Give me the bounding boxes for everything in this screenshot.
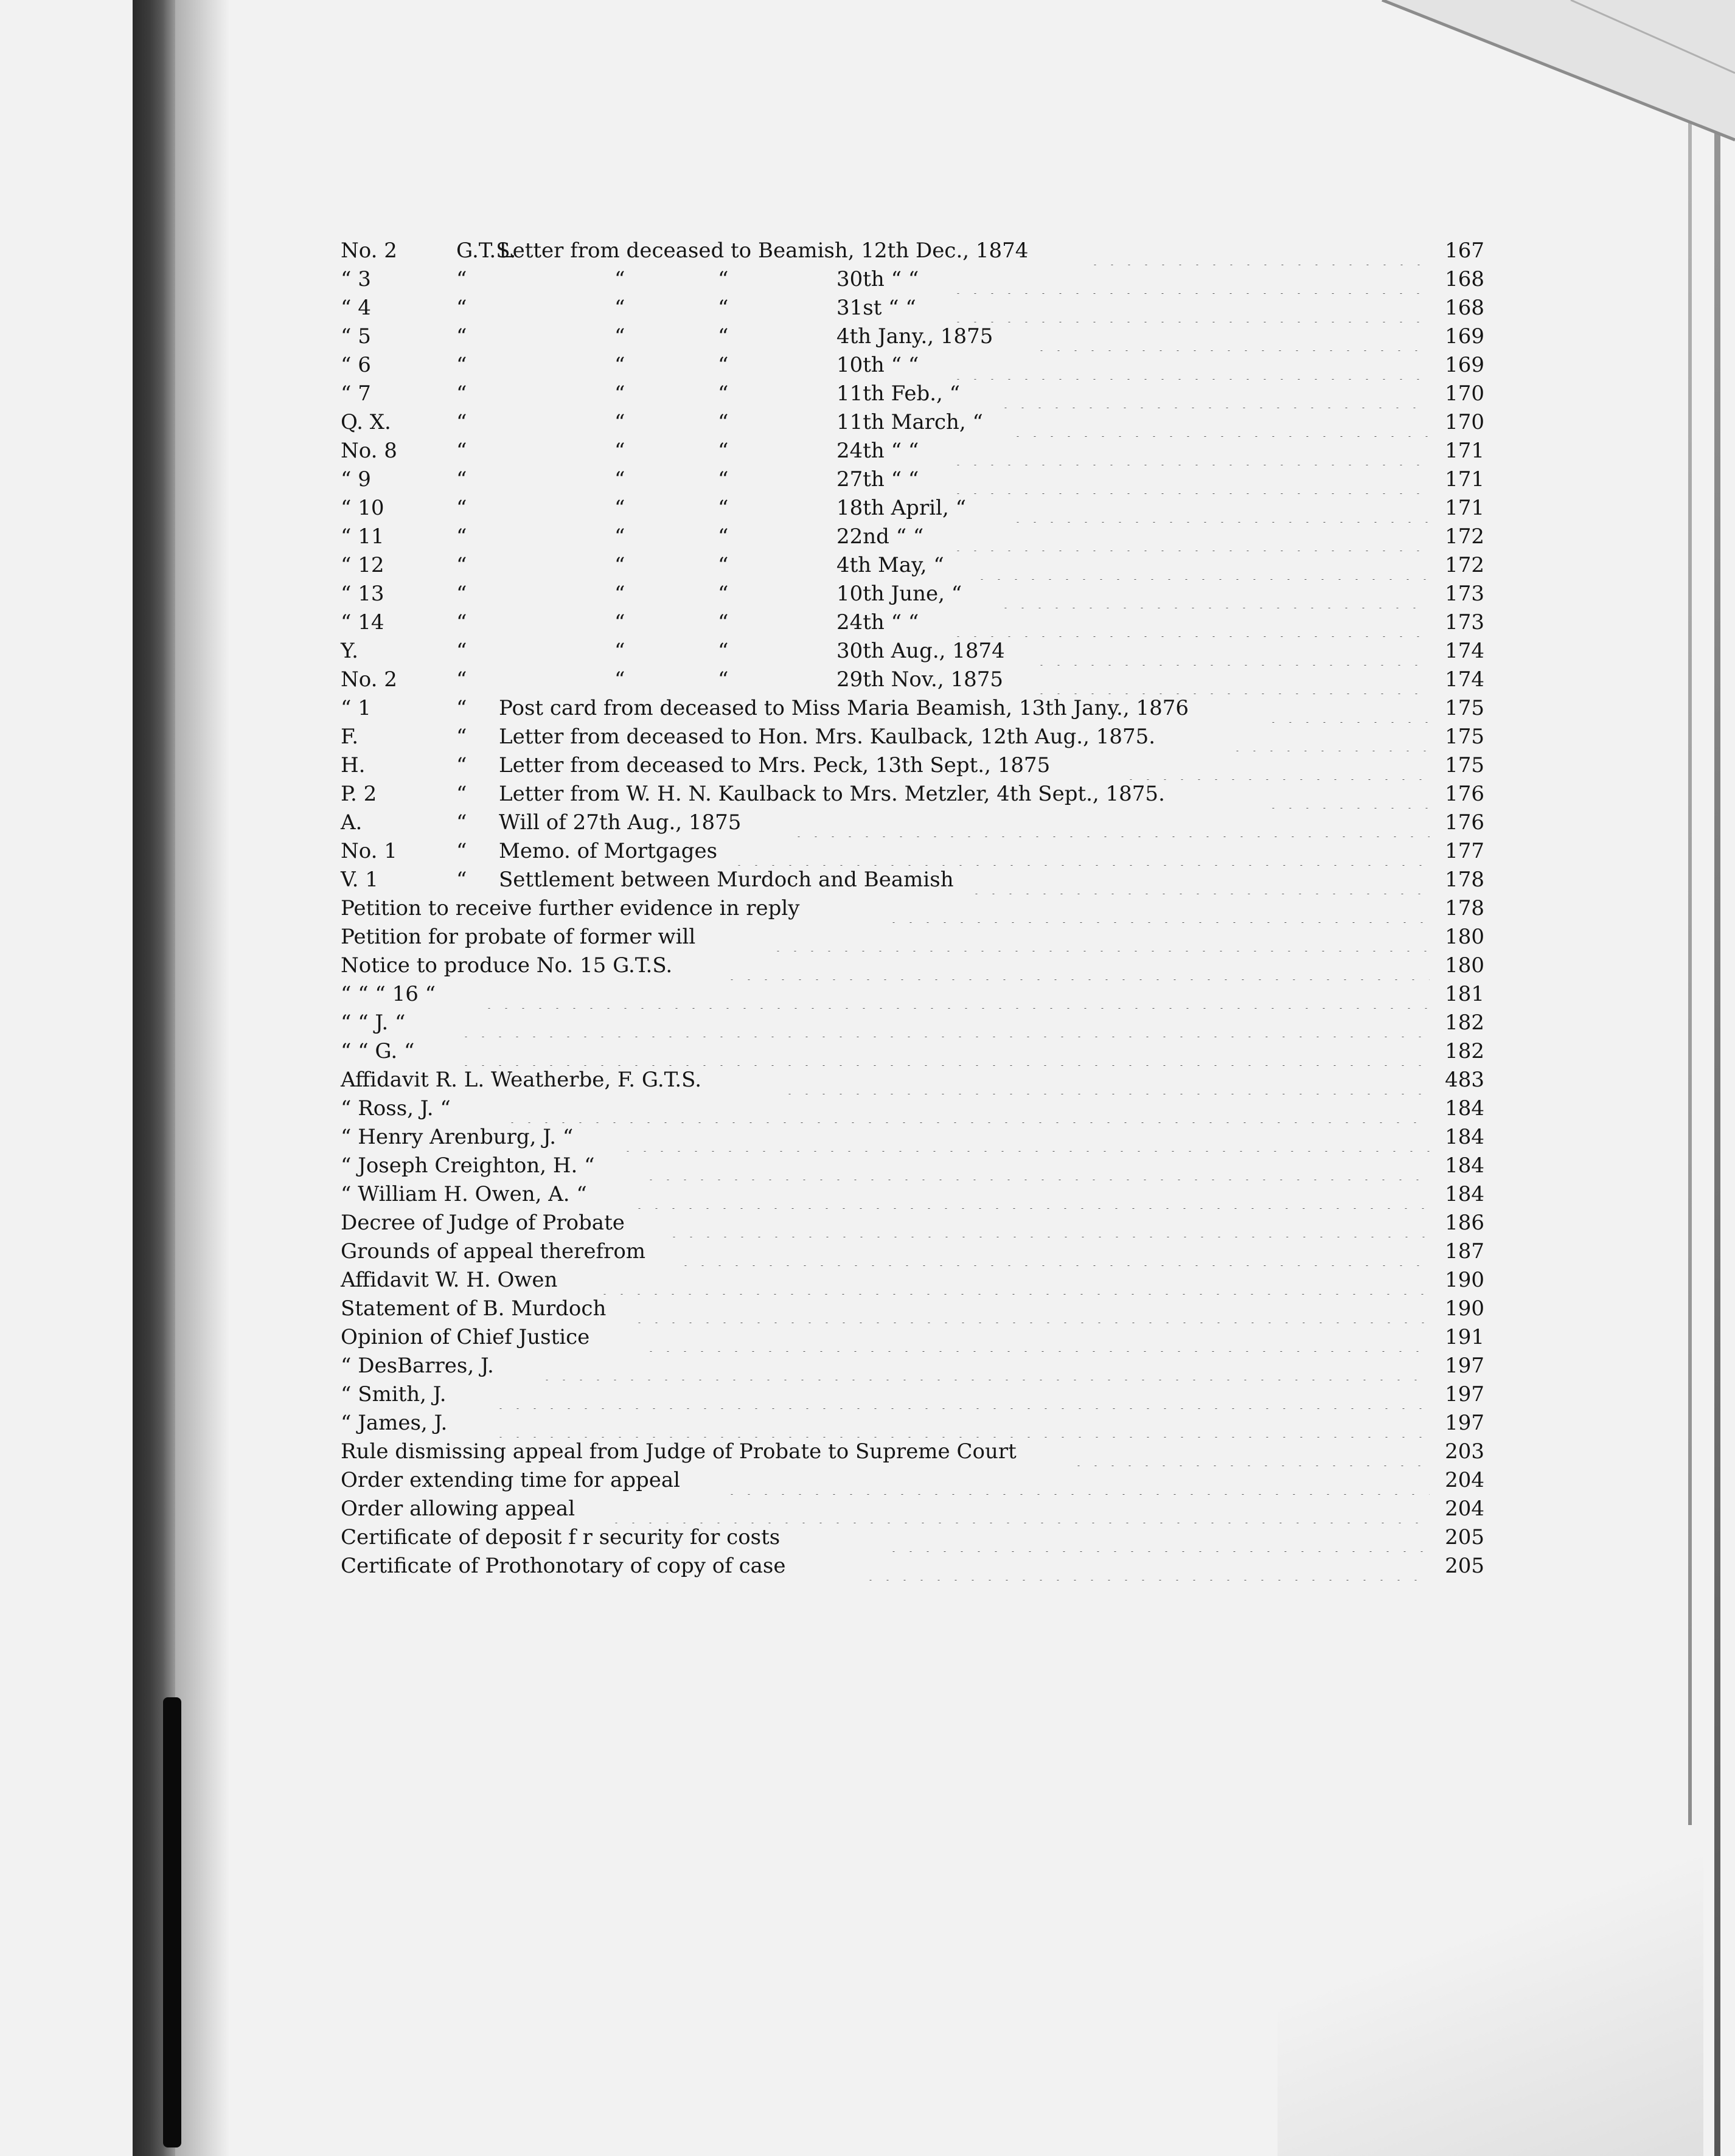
entry-description: Letter from W. H. N. Kaulback to Mrs. Metzler, 4th Sept., 1875. [499,782,1165,806]
leader-dots [666,1208,1430,1237]
index-row [341,636,1484,666]
ditto-mark: “ [718,410,729,434]
ditto-mark: “ [614,353,625,377]
index-row [341,408,1484,437]
ditto-mark: “ [718,496,729,520]
exhibit-label: “ 6 [341,353,371,377]
exhibit-label: “ 14 [341,610,384,635]
index-row [341,865,1484,894]
entry-title: Certificate of Prothonotary of copy of case [341,1554,786,1578]
ditto-mark: “ [614,324,625,349]
entry-description: Will of 27th Aug., 1875 [499,810,742,835]
index-row [341,1237,1484,1266]
index-row [341,350,1484,380]
index-row [341,1180,1484,1209]
entry-title: “ Henry Arenburg, J. “ [341,1125,574,1149]
entry-date: 30th “ “ [836,267,919,291]
entry-title: “ “ J. “ [341,1010,406,1035]
ditto-mark: “ [718,553,729,577]
page-number: 172 [1445,553,1484,577]
page-number: 181 [1445,982,1484,1006]
ditto-mark: “ [614,267,625,291]
index-row [341,665,1484,694]
page-number: 184 [1445,1182,1484,1206]
page-number: 197 [1445,1354,1484,1378]
ditto-mark: “ [718,439,729,463]
page-number: 184 [1445,1125,1484,1149]
page-number: 171 [1445,496,1484,520]
leader-dots [973,551,1430,580]
entry-title: Order allowing appeal [341,1497,575,1521]
exhibit-label: “ 13 [341,582,384,606]
entry-date: 30th Aug., 1874 [836,639,1005,663]
entry-title: “ James, J. [341,1411,448,1435]
entry-date: 11th Feb., “ [836,381,961,406]
leader-dots [1229,722,1430,751]
page-number: 205 [1445,1525,1484,1549]
page-edge-mark [163,1697,181,2147]
page-number: 173 [1445,610,1484,635]
index-row [341,493,1484,523]
leader-dots [642,1323,1430,1352]
leader-dots [1265,779,1430,809]
leader-dots [457,1008,1430,1037]
ditto-mark: “ [718,467,729,492]
exhibit-label: No. 2 [341,667,397,692]
ditto-mark: “ [718,267,729,291]
exhibit-marker: “ [456,467,467,492]
exhibit-label: No. 2 [341,238,397,263]
leader-dots [1087,236,1430,265]
exhibit-marker: “ [456,410,467,434]
entry-title: Grounds of appeal therefrom [341,1239,646,1264]
exhibit-marker: “ [456,753,467,777]
index-row [341,751,1484,780]
exhibit-marker: “ [456,725,467,749]
index-row [341,1208,1484,1237]
index-row [341,465,1484,494]
ditto-mark: “ [718,324,729,349]
leader-dots [885,894,1430,923]
leader-dots [457,1037,1430,1066]
index-row [341,322,1484,351]
page-number: 182 [1445,1010,1484,1035]
page-number: 182 [1445,1039,1484,1063]
index-row [341,808,1484,837]
exhibit-marker: “ [456,553,467,577]
index-row [341,1094,1484,1123]
entry-title: “ William H. Owen, A. “ [341,1182,587,1206]
ditto-mark: “ [614,296,625,320]
exhibit-marker: “ [456,439,467,463]
index-row [341,265,1484,294]
index-row [341,922,1484,951]
index-row [341,951,1484,980]
leader-dots [950,350,1430,380]
leader-dots [538,1351,1430,1380]
corner-fold [1358,0,1735,158]
page-number: 175 [1445,725,1484,749]
index-row [341,1437,1484,1466]
index-row [341,1380,1484,1409]
page-number: 168 [1445,296,1484,320]
exhibit-label: “ 10 [341,496,384,520]
exhibit-marker: “ [456,582,467,606]
entry-title: Rule dismissing appeal from Judge of Probate to Supreme Court [341,1439,1017,1464]
index-row [341,551,1484,580]
leader-dots [997,579,1430,608]
entry-title: Opinion of Chief Justice [341,1325,590,1349]
ditto-mark: “ [614,524,625,549]
index-row [341,1065,1484,1094]
ditto-mark: “ [718,667,729,692]
exhibit-marker: “ [456,524,467,549]
page-number: 169 [1445,353,1484,377]
index-row [341,1122,1484,1152]
index-row [341,1294,1484,1323]
exhibit-label: No. 8 [341,439,397,463]
page-number: 172 [1445,524,1484,549]
exhibit-label: No. 1 [341,839,397,863]
entry-title: Petition to receive further evidence in reply [341,896,800,920]
page-number: 174 [1445,639,1484,663]
page-number: 178 [1445,896,1484,920]
leader-dots [631,1180,1430,1209]
entry-date: 4th May, “ [836,553,944,577]
entry-title: Notice to produce No. 15 G.T.S. [341,953,673,978]
exhibit-marker: “ [456,267,467,291]
page-number: 184 [1445,1096,1484,1121]
page-number: 190 [1445,1268,1484,1292]
exhibit-marker: “ [456,839,467,863]
exhibit-marker: “ [456,324,467,349]
ditto-mark: “ [614,439,625,463]
page-number: 197 [1445,1411,1484,1435]
leader-dots [619,1122,1430,1152]
leader-dots [968,865,1430,894]
exhibit-label: “ 12 [341,553,384,577]
page-number: 190 [1445,1296,1484,1321]
ditto-mark: “ [718,524,729,549]
leader-dots [950,265,1430,294]
exhibit-label: “ 9 [341,467,371,492]
page-number: 175 [1445,696,1484,720]
page-number: 174 [1445,667,1484,692]
index-row [341,1494,1484,1523]
exhibit-label: “ 1 [341,696,371,720]
index-row [341,236,1484,265]
leader-dots [770,922,1430,951]
entry-date: 4th Jany., 1875 [836,324,993,349]
leader-dots [1070,1437,1430,1466]
exhibit-marker: “ [456,782,467,806]
page-number: 180 [1445,953,1484,978]
leader-dots [950,465,1430,494]
page-right-edge [1688,0,1692,1825]
page-number: 167 [1445,238,1484,263]
leader-dots [997,379,1430,408]
ditto-mark: “ [614,667,625,692]
leader-dots [731,836,1430,866]
entry-title: Order extending time for appeal [341,1468,681,1492]
leader-dots [950,608,1430,637]
exhibit-label: Q. X. [341,410,391,434]
ditto-mark: “ [718,610,729,635]
exhibit-label: Y. [341,639,358,663]
index-row [341,1466,1484,1495]
ditto-mark: “ [614,610,625,635]
index-row [341,894,1484,923]
page-number: 204 [1445,1468,1484,1492]
leader-dots [1009,493,1430,523]
page-number: 176 [1445,782,1484,806]
entry-title: Certificate of deposit f r security for costs [341,1525,781,1549]
index-row [341,1523,1484,1552]
index-row [341,1408,1484,1438]
index-row [341,779,1484,809]
index-row [341,722,1484,751]
page-number: 177 [1445,839,1484,863]
exhibit-label: “ 3 [341,267,371,291]
ditto-mark: “ [718,296,729,320]
exhibit-label: “ 7 [341,381,371,406]
ditto-mark: “ [718,639,729,663]
entry-title: “ Smith, J. [341,1382,447,1407]
page-number: 205 [1445,1554,1484,1578]
page-number: 204 [1445,1497,1484,1521]
ditto-mark: “ [614,496,625,520]
entry-date: 22nd “ “ [836,524,924,549]
page-outer-edge [1714,0,1720,2156]
index-row [341,1037,1484,1066]
page-number: 186 [1445,1211,1484,1235]
leader-dots [642,1151,1430,1180]
entry-description: Post card from deceased to Miss Maria Beamish, 13th Jany., 1876 [499,696,1189,720]
ditto-mark: “ [614,639,625,663]
leader-dots [723,951,1430,980]
index-row [341,1351,1484,1380]
index-row [341,979,1484,1009]
entry-title: “ “ G. “ [341,1039,415,1063]
entry-date: 18th April, “ [836,496,966,520]
entry-title: Petition for probate of former will [341,925,696,949]
entry-title: “ “ “ 16 “ [341,982,436,1006]
exhibit-marker: “ [456,667,467,692]
leader-dots [596,1265,1430,1295]
exhibit-marker: “ [456,496,467,520]
exhibit-label: F. [341,725,359,749]
ditto-mark: “ [614,553,625,577]
index-row [341,836,1484,866]
entry-date: 24th “ “ [836,610,919,635]
binding-shadow [175,0,230,2156]
index-row [341,608,1484,637]
entry-title: “ DesBarres, J. [341,1354,494,1378]
page-number: 483 [1445,1068,1484,1092]
ditto-mark: “ [614,381,625,406]
exhibit-marker: “ [456,810,467,835]
entry-title: “ Ross, J. “ [341,1096,451,1121]
entry-date: 10th “ “ [836,353,919,377]
exhibit-label: P. 2 [341,782,377,806]
entry-description: Letter from deceased to Hon. Mrs. Kaulback, 12th Aug., 1875. [499,725,1156,749]
entry-title: “ Joseph Creighton, H. “ [341,1153,595,1178]
entry-description: Settlement between Murdoch and Beamish [499,868,954,892]
ditto-mark: “ [614,410,625,434]
entry-title: Affidavit W. H. Owen [341,1268,558,1292]
index-row [341,1265,1484,1295]
page-number: 168 [1445,267,1484,291]
entry-date: 11th March, “ [836,410,983,434]
index-row [341,579,1484,608]
exhibit-marker: “ [456,353,467,377]
exhibit-marker: “ [456,296,467,320]
index-row [341,379,1484,408]
exhibit-marker: G.T.S. [456,238,516,263]
leader-dots [1122,751,1430,780]
exhibit-label: H. [341,753,366,777]
page-number: 175 [1445,753,1484,777]
page-shade [1278,1795,1703,2156]
page-number: 171 [1445,439,1484,463]
page-number: 197 [1445,1382,1484,1407]
entry-date: 27th “ “ [836,467,919,492]
page-number: 187 [1445,1239,1484,1264]
index-row [341,694,1484,723]
leader-dots [1033,636,1430,666]
page-number: 173 [1445,582,1484,606]
entry-date: 31st “ “ [836,296,916,320]
index-row [341,1551,1484,1580]
leader-dots [1009,408,1430,437]
page-number: 169 [1445,324,1484,349]
entry-description: Memo. of Mortgages [499,839,718,863]
entry-title: Statement of B. Murdoch [341,1296,607,1321]
page-number: 170 [1445,410,1484,434]
entry-date: 10th June, “ [836,582,962,606]
page-number: 176 [1445,810,1484,835]
ditto-mark: “ [718,582,729,606]
page-number: 191 [1445,1325,1484,1349]
index-row [341,1008,1484,1037]
index-of-contents [341,236,1484,1660]
page-number: 203 [1445,1439,1484,1464]
index-row [341,436,1484,465]
entry-date: 29th Nov., 1875 [836,667,1003,692]
leader-dots [481,979,1430,1009]
entry-title: Affidavit R. L. Weatherbe, F. G.T.S. [341,1068,702,1092]
exhibit-label: V. 1 [341,868,378,892]
index-row [341,522,1484,551]
index-row [341,1151,1484,1180]
exhibit-label: “ 11 [341,524,384,549]
exhibit-marker: “ [456,696,467,720]
leader-dots [504,1094,1430,1123]
leader-dots [950,436,1430,465]
page-number: 180 [1445,925,1484,949]
entry-description: Letter from deceased to Mrs. Peck, 13th Sept., 1875 [499,753,1051,777]
entry-title: Decree of Judge of Probate [341,1211,625,1235]
page-number: 171 [1445,467,1484,492]
exhibit-marker: “ [456,639,467,663]
leader-dots [723,1466,1430,1495]
exhibit-label: “ 5 [341,324,371,349]
leader-dots [1033,322,1430,351]
leader-dots [631,1294,1430,1323]
leader-dots [677,1237,1430,1266]
ditto-mark: “ [718,353,729,377]
leader-dots [1033,665,1430,694]
entry-description: Letter from deceased to Beamish, 12th Dec., 1874 [499,238,1029,263]
exhibit-label: A. [341,810,363,835]
leader-dots [492,1408,1430,1438]
exhibit-label: “ 4 [341,296,371,320]
leader-dots [781,1065,1430,1094]
index-row [341,1323,1484,1352]
ditto-mark: “ [718,381,729,406]
exhibit-marker: “ [456,610,467,635]
leader-dots [862,1551,1430,1580]
index-row [341,293,1484,322]
leader-dots [885,1523,1430,1552]
ditto-mark: “ [614,467,625,492]
exhibit-marker: “ [456,381,467,406]
leader-dots [1265,694,1430,723]
leader-dots [492,1380,1430,1409]
page-number: 178 [1445,868,1484,892]
exhibit-marker: “ [456,868,467,892]
leader-dots [950,293,1430,322]
page-number: 184 [1445,1153,1484,1178]
leader-dots [950,522,1430,551]
ditto-mark: “ [614,582,625,606]
entry-date: 24th “ “ [836,439,919,463]
page-number: 170 [1445,381,1484,406]
leader-dots [790,808,1430,837]
leader-dots [608,1494,1430,1523]
